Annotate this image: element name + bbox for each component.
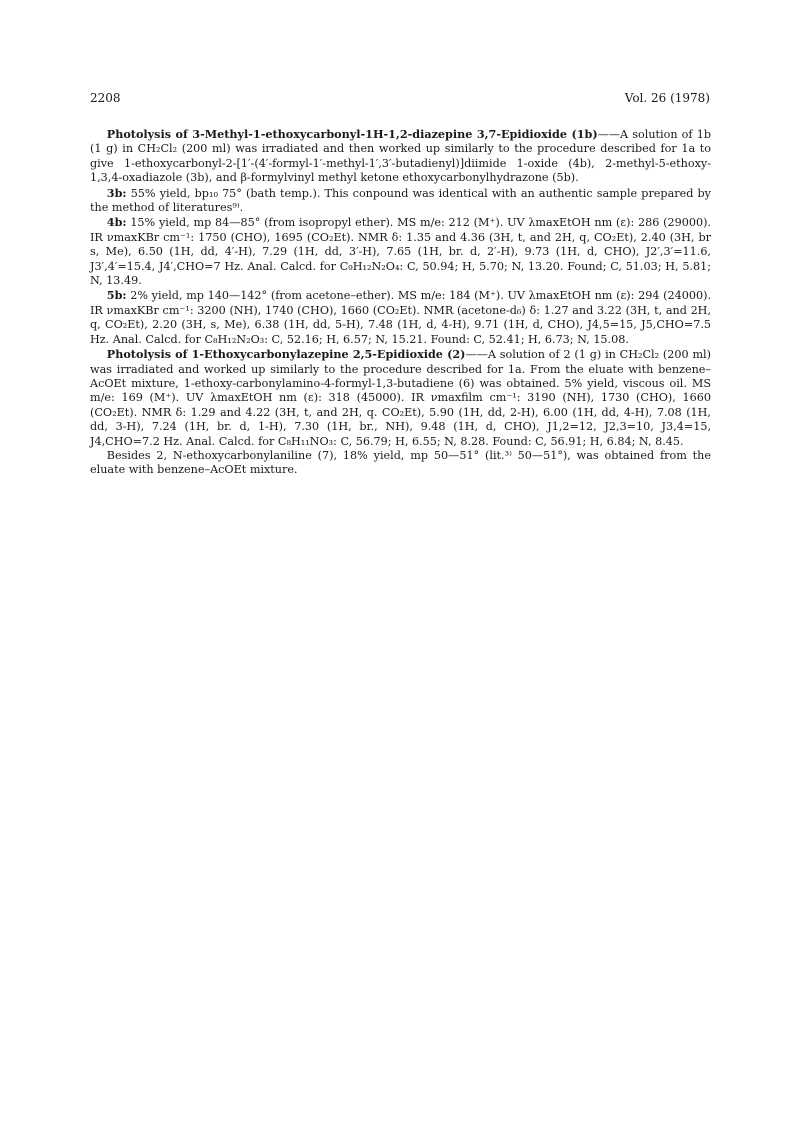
paragraph-compound-3b: [90, 186, 711, 216]
compound-label: 4b:: [106, 215, 127, 230]
paragraph-text: 2% yield, mp 140—142° (from acetone–ether). MS m/e: 184 (M⁺). UV λmaxEtOH nm (ε): 294 (24000). IR νmaxKBr cm⁻¹: 3200 (NH), 1740 (CHO), 1660 (CO₂Et). NMR (acetone-d₆) δ: 1.27 and 3.22 (3H, t, and 2H, q, CO₂Et), 2.20 (3H, s, Me), 6.38 (1H, dd, 5-H), 7.48 (1H, d, 4-H), 9.71 (1H, d, CHO), J4,5=15, J5,CHO=7.5 Hz. Anal. Calcd. for C₈H₁₂N₂O₃: C, 52.16; H, 6.57; N, 15.21. Found: C, 52.41; H, 6.73; N, 15.08.: [90, 289, 712, 346]
section-heading: Photolysis of 1-Ethoxycarbonylazepine 2,5-Epidioxide (2): [106, 347, 466, 362]
compound-label: 5b:: [106, 288, 127, 303]
paragraph-photolysis-2: Photolysis of 1-Ethoxycarbonylazepine 2,5-Epidioxide (2)——A solution of 2 (1 g) in CH₂Cl₂ (200 ml) was irradiated and worked up similarly to the procedure described for 1a. From the eluate with benzene–AcOEt mixture, 1-ethoxy-carbonylamino-4-formyl-1,3-butadiene (6) was obtained. 5% yield, viscous oil. MS m/e: 169 (M⁺). UV λmaxEtOH nm (ε): 318 (45000). IR νmaxfilm cm⁻¹: 3190 (NH), 1730 (CHO), 1660 (CO₂Et). NMR δ: 1.29 and 4.22 (3H, t, and 2H, q. CO₂Et), 5.90 (1H, dd, 2-H), 6.00 (1H, dd, 4-H), 7.08 (1H, dd, 3-H), 7.24 (1H, br. d, 1-H), 7.30 (1H, br., NH), 9.48 (1H, d, CHO), J1,2=12, J2,3=10, J3,4=15, J4,CHO=7.2 Hz. Anal. Calcd. for C₈H₁₁NO₃: C, 56.79; H, 6.55; N, 8.28. Found: C, 56.91; H, 6.84; N, 8.45.: [90, 347, 711, 448]
paragraph-text: 15% yield, mp 84—85° (from isopropyl ether). MS m/e: 212 (M⁺). UV λmaxEtOH nm (ε): 286 (29000). IR νmaxKBr cm⁻¹: 1750 (CHO), 1695 (CO₂Et). NMR δ: 1.35 and 4.36 (3H, t, and 2H, q, CO₂Et), 2.40 (3H, br s, Me), 6.50 (1H, dd, 4′-H), 7.29 (1H, dd, 3′-H), 7.65 (1H, br. d, 2′-H), 9.73 (1H, d, CHO), J2′,3′=11.6, J3′,4′=15.4, J4′,CHO=7 Hz. Anal. Calcd. for C₉H₁₂N₂O₄: C, 50.94; H, 5.70; N, 13.20. Found; C, 51.03; H, 5.81; N, 13.49.: [90, 216, 711, 288]
page-number: 2208: [90, 91, 121, 105]
paragraph-compound-5b: [90, 288, 711, 347]
paragraph-text: Besides 2, N-ethoxycarbonylaniline (7), 18% yield, mp 50—51° (lit.³⁾ 50—51°), was obtained from the eluate with benzene–AcOEt mixture.: [90, 448, 711, 477]
paragraph-compound-4b: [90, 215, 711, 288]
paragraph-text: 55% yield, bp₁₀ 75° (bath temp.). This conpound was identical with an authentic sample prepared by the method of literatures⁹⁾.: [90, 186, 711, 215]
compound-label: 3b:: [106, 185, 127, 200]
paragraph-besides: [90, 449, 711, 478]
section-heading: Photolysis of 3-Methyl-1-ethoxycarbonyl-1H-1,2-diazepine 3,7-Epidioxide (1b): [106, 127, 598, 141]
article-body: [90, 127, 711, 478]
page-header: [90, 91, 710, 105]
paragraph-photolysis-1b: Photolysis of 3-Methyl-1-ethoxycarbonyl-1H-1,2-diazepine 3,7-Epidioxide (1b)——A solution of 1b (1 g) in CH₂Cl₂ (200 ml) was irradiated and then worked up similarly to the procedure described for 1a to give 1-ethoxycarbonyl-2-[1′-(4′-formyl-1′-methyl-1′,3′-butadienyl)]diimide 1-oxide (4b), 2-methyl-5-ethoxy-1,3,4-oxadiazole (3b), and β-formylvinyl methyl ketone ethoxycarbonylhydrazone (5b).: [90, 127, 711, 185]
paragraph-text: A solution of 1b (1 g) in CH₂Cl₂ (200 ml) was irradiated and then worked up similarly to the procedure described for 1a to give 1-ethoxycarbonyl-2-[1′-(4′-formyl-1′-methyl-1′,3′-butadienyl)]diimide 1-oxide (4b), 2-methyl-5-ethoxy-1,3,4-oxadiazole (3b), and β-formylvinyl methyl ketone ethoxycarbonylhydrazone (5b).: [90, 128, 711, 185]
volume-label: Vol. 26 (1978): [624, 91, 710, 105]
paragraph-text: A solution of 2 (1 g) in CH₂Cl₂ (200 ml) was irradiated and worked up similarly to the procedure described for 1a. From the eluate with benzene–AcOEt mixture, 1-ethoxy-carbonylamino-4-formyl-1,3-butadiene (6) was obtained. 5% yield, viscous oil. MS m/e: 169 (M⁺). UV λmaxEtOH nm (ε): 318 (45000). IR νmaxfilm cm⁻¹: 3190 (NH), 1730 (CHO), 1660 (CO₂Et). NMR δ: 1.29 and 4.22 (3H, t, and 2H, q. CO₂Et), 5.90 (1H, dd, 2-H), 6.00 (1H, dd, 4-H), 7.08 (1H, dd, 3-H), 7.24 (1H, br. d, 1-H), 7.30 (1H, br., NH), 9.48 (1H, d, CHO), J1,2=12, J2,3=10, J3,4=15, J4,CHO=7.2 Hz. Anal. Calcd. for C₈H₁₁NO₃: C, 56.79; H, 6.55; N, 8.28. Found: C, 56.91; H, 6.84; N, 8.45.: [90, 348, 711, 448]
